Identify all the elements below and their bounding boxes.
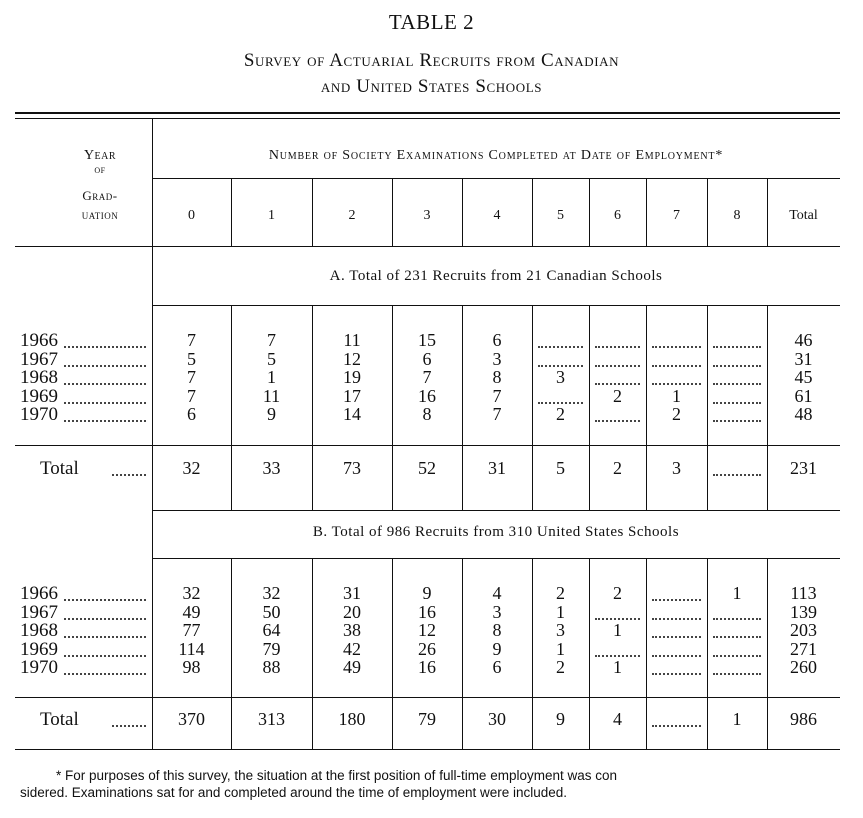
table-cell: 7 [492,404,502,424]
empty-cell-dots [652,725,701,728]
total-row-label [40,458,79,480]
table-cell: 8 [422,404,432,424]
empty-cell-dots [652,346,701,349]
leader-dots [64,636,146,639]
empty-cell-dots [713,673,761,676]
table-cell: 7 [187,385,196,406]
table-cell: 1 [556,638,565,659]
section-b-total-rule [15,697,840,698]
table-cell: 6 [187,404,196,424]
table-cell: 2 [556,404,565,424]
column-separator [231,179,232,247]
table-cell: 7 [267,330,276,350]
table-cell: 3 [556,367,565,387]
column-header-7: 7 [673,208,680,223]
row-label-text: 1968 [20,620,58,641]
column-header-2: 2 [348,208,356,223]
table-cell: 14 [343,404,361,424]
table-cell: 73 [343,458,361,478]
table-cell: 26 [418,638,436,659]
column-header-1: 1 [268,208,275,223]
table-cell: 114 [178,638,205,659]
column-separator [646,559,647,749]
leader-dots [64,346,146,349]
table-cell: 3 [492,348,502,369]
table-cell: 7 [187,367,196,387]
table-cell: 4 [613,709,622,729]
stub-head-uation: uation [81,207,119,222]
table-cell: 7 [187,330,196,350]
leader-dots [64,618,146,621]
row-label-text: 1969 [20,638,58,660]
empty-cell-dots [652,618,701,621]
table-cell: 32 [182,458,201,478]
leader-dots [64,365,146,368]
table-cell: 30 [488,709,506,729]
table-cell: 12 [418,620,436,640]
table-cell: 1 [672,385,681,406]
table-cell: 12 [343,348,361,369]
empty-cell-dots [713,636,761,639]
total-row-label [40,709,79,731]
table-cell: 15 [418,330,436,350]
table-cell: 79 [418,709,436,729]
table-cell: 45 [794,367,813,387]
table-cell: 1 [267,367,276,387]
top-rule-thin [15,118,840,119]
table-cell: 9 [492,638,502,659]
section-a-title: A. Total of 231 Recruits from 21 Canadian Schools [329,268,663,284]
column-separator [767,179,768,247]
table-cell: 19 [343,367,361,387]
empty-cell-dots [652,673,701,676]
empty-cell-dots [713,420,761,423]
table-cell: 9 [422,583,432,603]
table-bottom-rule [15,749,840,750]
header-bottom-rule [15,246,840,247]
row-label-text: 1966 [20,583,58,604]
section-b-title: B. Total of 986 Recruits from 310 United States Schools [312,524,680,540]
table-cell: 16 [418,601,436,622]
table-cell: 3 [492,601,502,622]
table-cell: 8 [492,367,502,387]
stub-head-grad: Grad- [82,188,118,203]
table-cell: 33 [262,458,281,478]
row-label-text: 1966 [20,330,58,351]
empty-cell-dots [652,365,701,368]
empty-cell-dots [538,346,583,349]
table-cell: 3 [556,620,565,640]
table-cell: 6 [422,348,432,369]
row-label-text: 1970 [20,404,58,425]
column-separator [589,179,590,247]
table-cell: 260 [790,657,817,677]
column-header-total: Total [789,208,818,223]
row-year-label [20,657,58,679]
table-cell: 231 [790,458,817,478]
table-cell: 1 [732,583,742,603]
table-cell: 6 [492,657,502,677]
table-cell: 11 [262,385,281,406]
table-cell: 16 [418,385,436,406]
empty-cell-dots [595,346,640,349]
column-spanner-head: Number of Society Examinations Completed at Date of Employment* [268,148,724,163]
row-label-text: 1968 [20,367,58,388]
table-cell: 271 [790,638,817,659]
row-label-text: 1970 [20,657,58,678]
table-cell: 2 [672,404,681,424]
table-cell: 4 [492,583,502,603]
table-cell: 16 [418,657,436,677]
table-cell: 2 [556,657,565,677]
table-caption-line-1: Survey of Actuarial Recruits from Canadian [243,50,620,71]
empty-cell-dots [595,420,640,423]
table-cell: 61 [794,385,813,406]
table-cell: 20 [343,601,361,622]
footnote-line-1: * For purposes of this survey, the situation at the first position of full-time employment was con [56,768,618,783]
table-cell: 313 [258,709,285,729]
table-cell: 5 [187,348,196,369]
table-cell: 1 [613,620,622,640]
empty-cell-dots [713,474,761,477]
table-cell: 8 [492,620,502,640]
table-cell: 88 [262,657,281,677]
table-cell: 1 [732,709,742,729]
column-separator [312,179,313,247]
section-a-bottom-rule [152,510,840,511]
table-cell: 49 [182,601,201,622]
spanner-rule [152,178,840,179]
leader-dots [64,402,146,405]
table-cell: 64 [262,620,281,640]
row-label-text: Total [40,458,79,479]
column-header-5: 5 [557,208,564,223]
table-caption-line-2: and United States Schools [320,76,543,97]
table-cell: 77 [182,620,201,640]
empty-cell-dots [713,365,761,368]
table-cell: 50 [262,601,281,622]
empty-cell-dots [713,383,761,386]
table-cell: 98 [182,657,201,677]
column-header-0: 0 [188,208,195,223]
table-cell: 180 [338,709,366,729]
table-cell: 32 [262,583,281,603]
leader-dots [64,673,146,676]
row-label-text: 1969 [20,385,58,407]
stub-head-of: of [94,164,106,176]
column-header-6: 6 [614,208,621,223]
column-header-4: 4 [493,208,501,223]
table-cell: 79 [262,638,281,659]
table-cell: 11 [343,330,361,350]
row-label-text: Total [40,709,79,730]
leader-dots [112,474,146,477]
table-cell: 42 [343,638,361,659]
column-separator [646,179,647,247]
table-cell: 5 [267,348,276,369]
empty-cell-dots [713,402,761,405]
table-cell: 986 [790,709,817,729]
column-header-8: 8 [733,208,741,223]
table-cell: 2 [613,583,622,603]
table-cell: 17 [343,385,361,406]
empty-cell-dots [652,599,701,602]
column-separator [589,306,590,511]
footnote-line-2: sidered. Examinations sat for and completed around the time of employment were included. [20,785,568,800]
table-cell: 6 [492,330,502,350]
empty-cell-dots [713,655,761,658]
leader-dots [112,725,146,728]
row-label-text: 1967 [20,348,58,370]
table-cell: 113 [790,583,817,603]
empty-cell-dots [595,365,640,368]
column-separator [462,179,463,247]
row-label-text: 1967 [20,601,58,623]
table-cell: 1 [613,657,622,677]
empty-cell-dots [652,655,701,658]
table-cell: 49 [343,657,361,677]
table-cell: 52 [418,458,436,478]
table-cell: 31 [794,348,813,369]
leader-dots [64,420,146,423]
section-a-title-rule [152,305,840,306]
column-separator [707,179,708,247]
table-cell: 48 [794,404,813,424]
table-cell: 139 [790,601,817,622]
table-cell: 2 [613,458,622,478]
table-cell: 370 [178,709,205,729]
leader-dots [64,599,146,602]
table-number: TABLE 2 [388,10,475,34]
table-cell: 7 [492,385,502,406]
column-separator [707,306,708,511]
table-cell: 7 [422,367,432,387]
column-separator [532,179,533,247]
empty-cell-dots [713,618,761,621]
leader-dots [64,383,146,386]
table-cell: 31 [488,458,506,478]
column-header-3: 3 [423,208,431,223]
table-cell: 32 [182,583,201,603]
table-cell: 3 [672,458,681,478]
empty-cell-dots [713,346,761,349]
table-cell: 203 [790,620,817,640]
empty-cell-dots [652,636,701,639]
table-cell: 5 [556,458,565,478]
table-cell: 38 [343,620,361,640]
table-cell: 9 [267,404,276,424]
column-separator [392,179,393,247]
table-cell: 1 [556,601,565,622]
stub-head-year: Year [83,148,117,163]
section-b-title-rule [152,558,840,559]
table-cell: 9 [556,709,565,729]
section-a-total-rule [15,445,840,446]
table-cell: 2 [556,583,565,603]
top-rule-thick [15,112,840,114]
table-cell: 2 [613,385,622,406]
leader-dots [64,655,146,658]
table-cell: 46 [794,330,813,350]
table-cell: 31 [343,583,361,603]
row-year-label [20,404,58,426]
